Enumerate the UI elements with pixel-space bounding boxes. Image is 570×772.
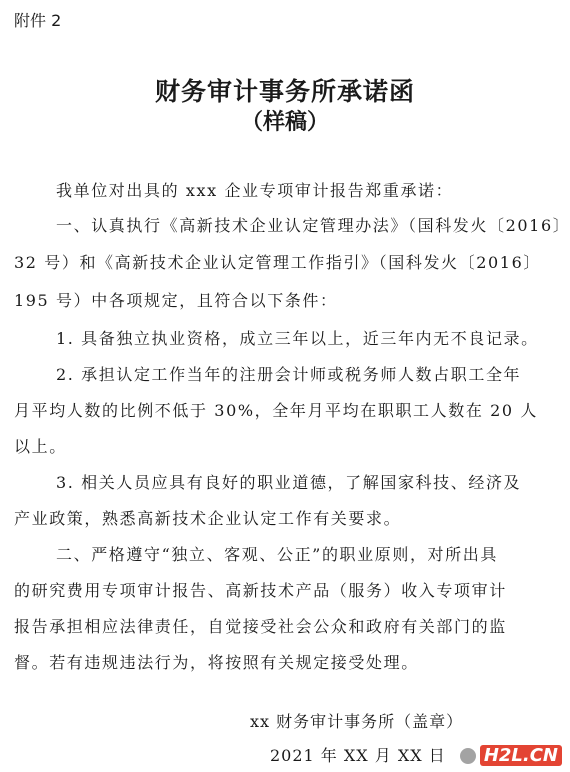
body-line: 我单位对出具的 xxx 企业专项审计报告郑重承诺： bbox=[56, 181, 454, 200]
body-line: 195 号）中各项规定，且符合以下条件： bbox=[14, 291, 338, 310]
body-line: 3. 相关人员应具有良好的职业道德，了解国家科技、经济及 bbox=[56, 473, 522, 492]
signature-organization: xx 财务审计事务所（盖章） bbox=[250, 712, 464, 731]
document-subtitle: （样稿） bbox=[240, 109, 329, 135]
wechat-icon bbox=[460, 748, 476, 764]
document-title: 财务审计事务所承诺函 bbox=[154, 77, 415, 106]
signature-date: 2021 年 XX 月 XX 日 bbox=[270, 746, 446, 765]
attachment-label: 附件 2 bbox=[14, 11, 62, 30]
body-line: 2. 承担认定工作当年的注册会计师或税务师人数占职工全年 bbox=[56, 365, 522, 384]
body-line: 的研究费用专项审计报告、高新技术产品（服务）收入专项审计 bbox=[14, 581, 507, 600]
body-line: 二、严格遵守“独立、客观、公正”的职业原则，对所出具 bbox=[56, 545, 498, 564]
body-line: 产业政策，熟悉高新技术企业认定工作有关要求。 bbox=[14, 509, 402, 528]
body-line: 一、认真执行《高新技术企业认定管理办法》（国科发火〔2016〕 bbox=[56, 216, 570, 235]
watermark-logo: H2L.CN bbox=[480, 745, 562, 766]
body-line: 报告承担相应法律责任，自觉接受社会公众和政府有关部门的监 bbox=[14, 617, 507, 636]
body-line: 以上。 bbox=[14, 437, 67, 456]
body-line: 月平均人数的比例不低于 30%，全年月平均在职职工人数在 20 人 bbox=[14, 401, 538, 420]
watermark bbox=[460, 745, 562, 766]
body-line: 32 号）和《高新技术企业认定管理工作指引》（国科发火〔2016〕 bbox=[14, 253, 541, 272]
body-line: 1. 具备独立执业资格，成立三年以上，近三年内无不良记录。 bbox=[56, 329, 539, 348]
body-line: 督。若有违规违法行为，将按照有关规定接受处理。 bbox=[14, 653, 419, 672]
